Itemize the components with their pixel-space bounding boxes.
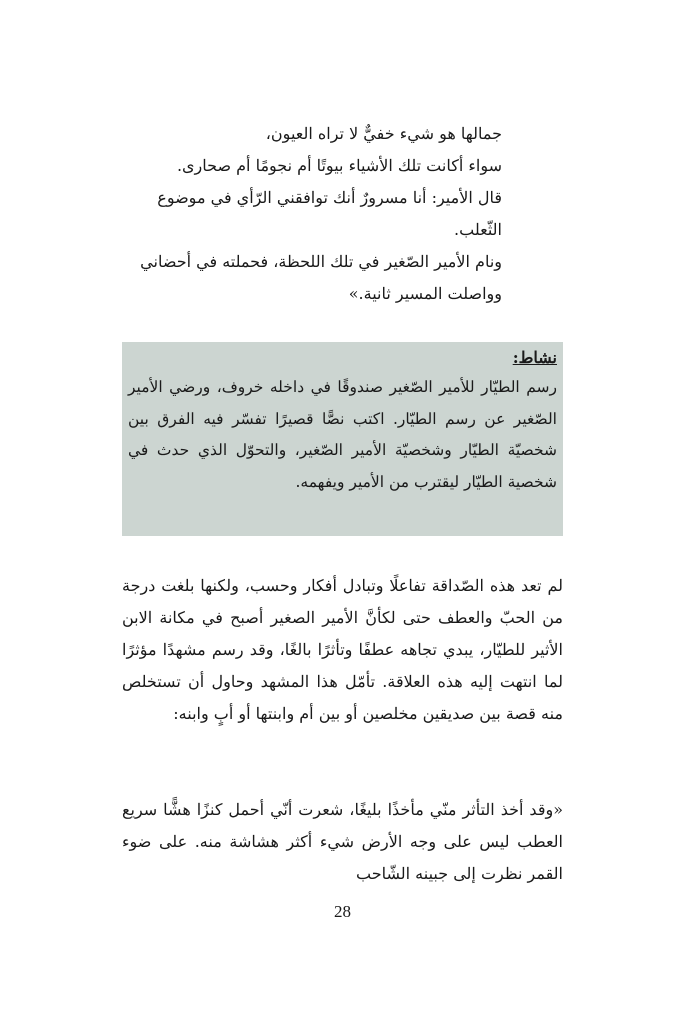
excerpt-line: الثّعلب. xyxy=(454,220,502,239)
excerpt-line: ونام الأمير الصّغير في تلك اللحظة، فحملته في أحضاني xyxy=(140,252,502,271)
body-paragraph: لم تعد هذه الصّداقة تفاعلًا وتبادل أفكار وحسب، ولكنها بلغت درجة من الحبّ والعطف حتى لكأنَّ الأمير الصغير أصبح في مكانة الابن الأثير للطيّار، يبدي تجاهه عطفًا وتأثرًا بالغًا، وقد رسم مشهدًا مؤثرًا لما انتهت إليه هذه العلاقة. تأمّل هذا المشهد وحاول أن تستخلص منه قصة بين صديقين مخلصين أو بين أم وابنتها أو أبٍ وابنه: xyxy=(122,576,563,723)
activity-box xyxy=(122,342,563,536)
story-excerpt xyxy=(140,118,502,310)
activity-title: نشاط: xyxy=(512,348,557,367)
activity-text: رسم الطيّار للأمير الصّغير صندوقًا في داخله خروف، ورضي الأمير الصّغير عن رسم الطيّار. اكتب نصًّا قصيرًا تفسّر فيه الفرق بين شخصيّة الطيّار وشخصيّة الأمير الصّغير، والتحوّل الذي حدث في شخصية الطيّار ليقترب من الأمير ويفهمه. xyxy=(128,378,557,491)
excerpt-line: وواصلت المسير ثانية.» xyxy=(348,284,502,303)
excerpt-line: قال الأمير: أنا مسرورٌ أنك توافقني الرّأي في موضوع xyxy=(157,188,502,207)
page-number: 28 xyxy=(334,902,351,921)
quoted-paragraph: «وقد أخذ التأثر منّي مأخذًا بليغًا، شعرت أنّي أحمل كنزًا هشًّا سريع العطب ليس على وجه الأرض شيء أكثر هشاشة منه. على ضوء القمر نظرت إلى جبينه الشّاحب xyxy=(122,800,563,883)
excerpt-line: سواء أكانت تلك الأشياء بيوتًا أم نجومًا أم صحارى. xyxy=(176,156,502,175)
excerpt-line: جمالها هو شيء خفيٌّ لا تراه العيون، xyxy=(265,124,502,143)
